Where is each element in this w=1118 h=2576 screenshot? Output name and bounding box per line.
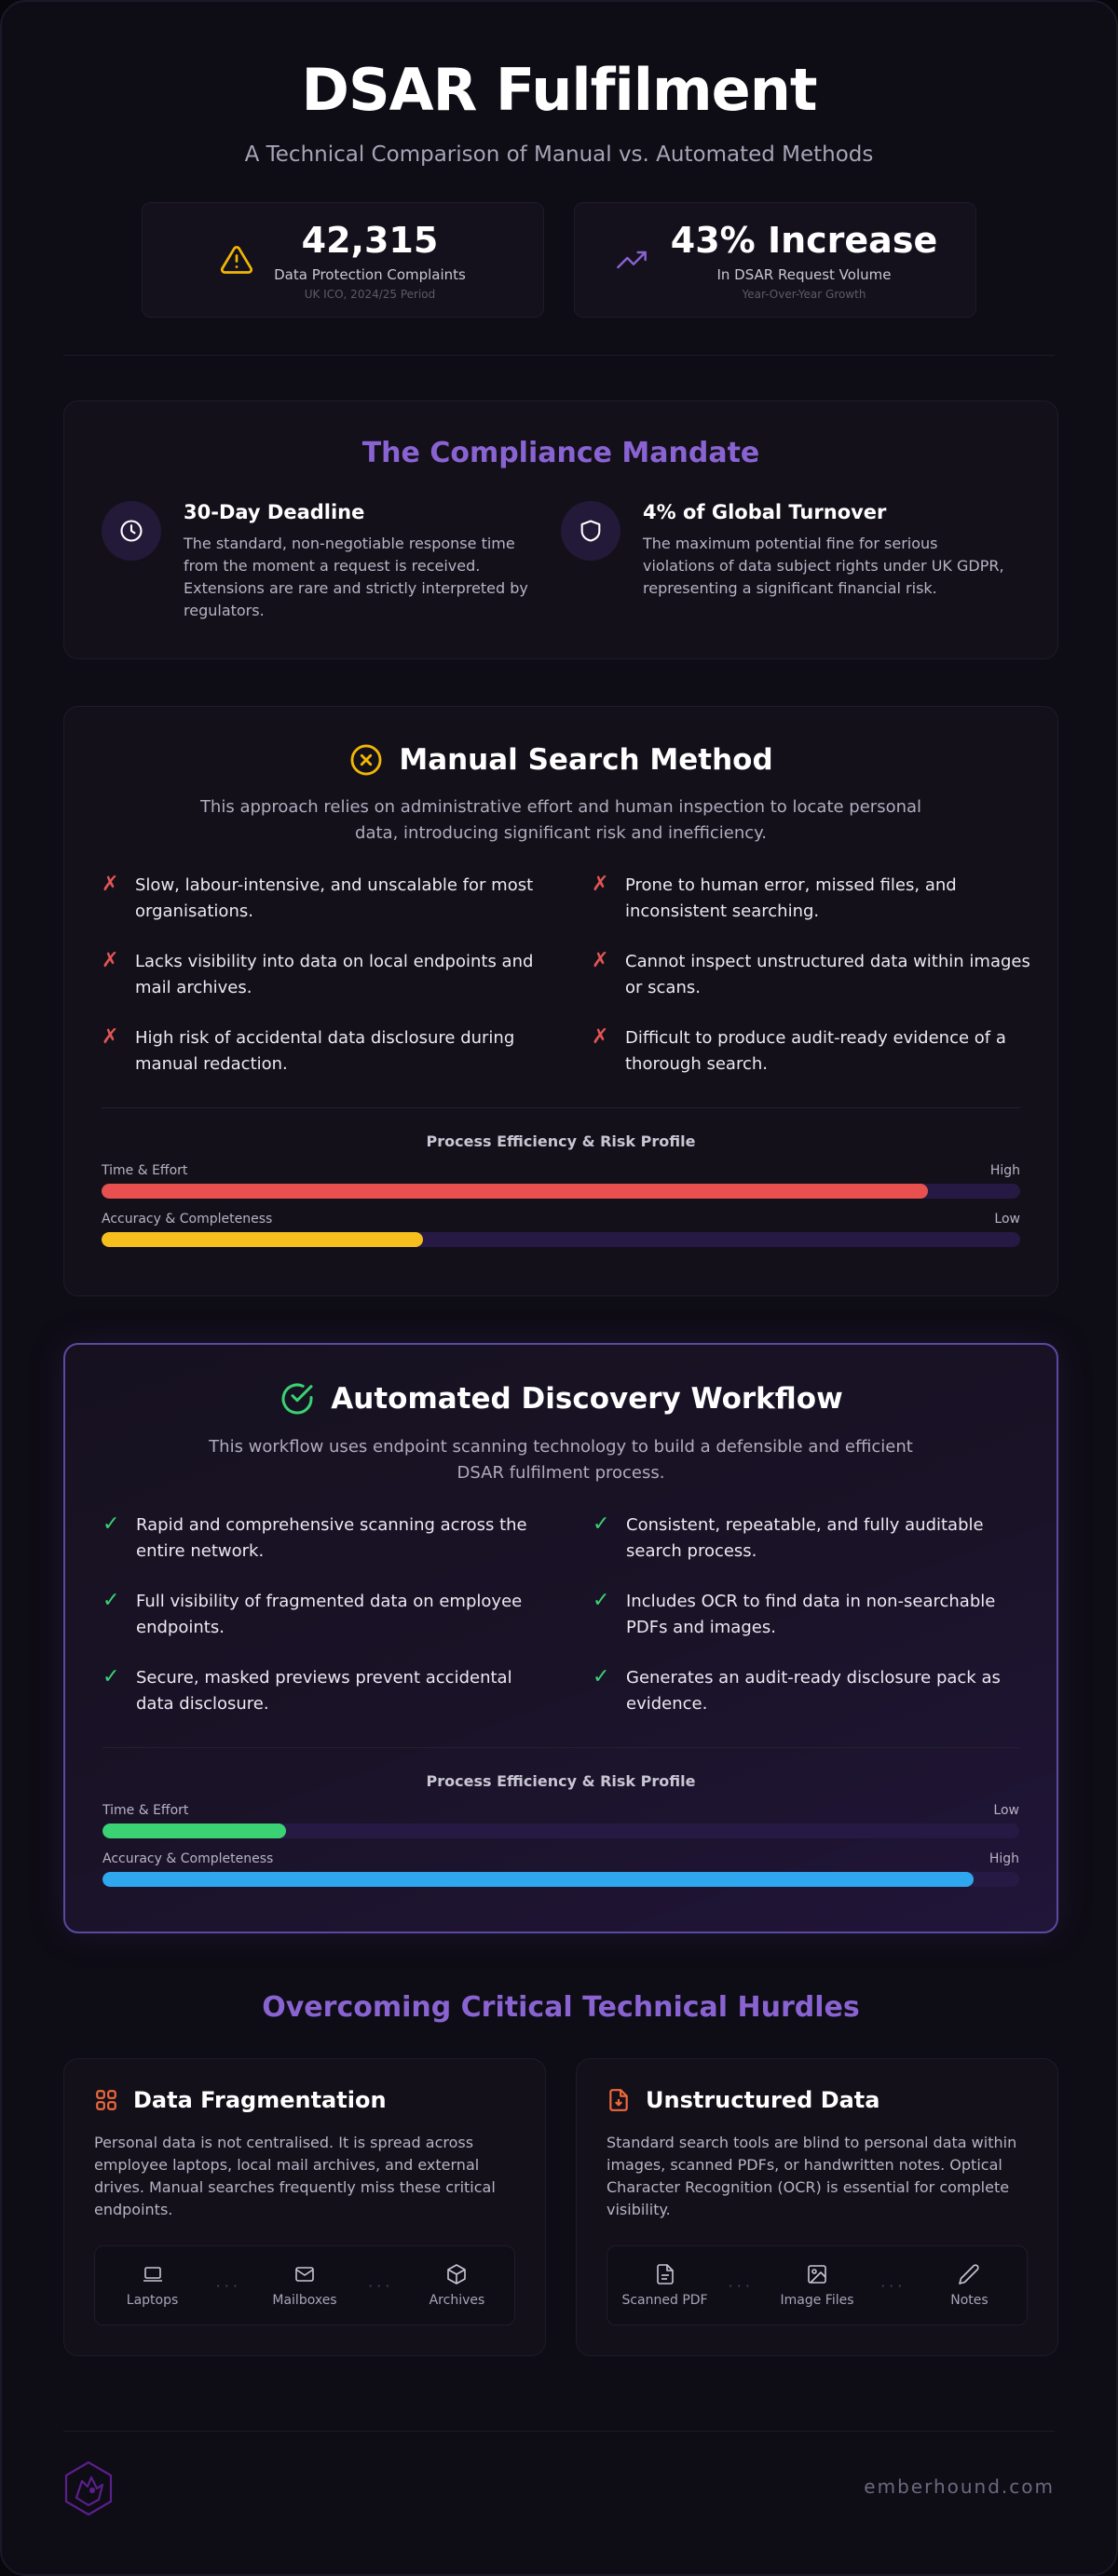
hurdle-card-fragmentation [63, 2058, 546, 2356]
bar-level: High [988, 1851, 1019, 1866]
source-label: Laptops [126, 2293, 179, 2308]
points-grid [64, 873, 1057, 1078]
footer-divider [63, 2431, 1055, 2432]
hurdle-card-unstructured [576, 2058, 1058, 2356]
cross-icon: ✗ [592, 1025, 609, 1049]
source-label: Notes [950, 2293, 988, 2308]
laptop-icon [102, 2263, 204, 2285]
check-icon: ✓ [102, 1589, 120, 1612]
list-item [593, 1665, 1036, 1717]
cross-icon: ✗ [102, 1025, 119, 1049]
cross-icon: ✗ [592, 873, 609, 896]
list-item [593, 1512, 1036, 1565]
profile-title: Process Efficiency & Risk Profile [426, 1132, 696, 1150]
bar-label: Accuracy & Completeness [102, 1212, 273, 1227]
stats-row [2, 202, 1116, 318]
connector-dots: ··· [215, 2276, 241, 2295]
method-header [65, 1380, 1057, 1417]
source-label: Mailboxes [272, 2293, 337, 2308]
page-title: DSAR Fulfilment [301, 56, 817, 124]
bar-track [102, 1824, 1019, 1838]
profile-bar-accuracy [64, 1212, 1057, 1247]
point-text: Consistent, repeatable, and fully auditable search process. [626, 1515, 984, 1561]
cross-icon: ✗ [592, 949, 609, 972]
file-scan-icon [607, 2088, 631, 2112]
source-notes [918, 2263, 1020, 2308]
check-icon: ✓ [102, 1665, 120, 1688]
profile-bar-time [64, 1163, 1057, 1199]
footer-website[interactable]: emberhound.com [864, 2475, 1055, 2498]
list-item [102, 1589, 546, 1641]
method-title: Automated Discovery Workflow [331, 1382, 843, 1416]
check-icon: ✓ [593, 1512, 610, 1536]
stat-source: UK ICO, 2024/25 Period [304, 287, 436, 301]
bar-level: Low [994, 1212, 1020, 1227]
method-title: Manual Search Method [399, 743, 773, 777]
mail-icon [253, 2263, 356, 2285]
section-title: Overcoming Critical Technical Hurdles [262, 1991, 860, 2024]
hurdle-title: Unstructured Data [646, 2087, 880, 2113]
bar-level: Low [993, 1803, 1019, 1818]
stat-source: Year-Over-Year Growth [742, 287, 866, 301]
source-label: Archives [429, 2293, 485, 2308]
shield-icon [561, 501, 620, 561]
hurdle-text: Standard search tools are blind to personal data within images, scanned PDFs, or handwritten notes. Optical Character Recognition (OCR) is essential for complete visibility. [607, 2134, 1017, 2218]
source-mailboxes [253, 2263, 356, 2308]
point-text: Cannot inspect unstructured data within images or scans. [625, 952, 1030, 997]
check-icon: ✓ [102, 1512, 120, 1536]
source-scanned-pdf [614, 2263, 716, 2308]
hurdle-title: Data Fragmentation [133, 2087, 387, 2113]
bar-level: High [989, 1163, 1020, 1178]
bar-fill [102, 1232, 423, 1247]
points-grid [65, 1512, 1057, 1717]
pen-icon [918, 2263, 1020, 2285]
method-description: This approach relies on administrative effort and human inspection to locate personal data, introducing significant risk and inefficiency. [199, 797, 922, 843]
stat-card-complaints [142, 202, 544, 318]
source-laptops [102, 2263, 204, 2308]
hurdle-text: Personal data is not centralised. It is spread across employee laptops, local mail archives, and external drives. Manual searches frequently miss these critical endpoints. [94, 2134, 496, 2218]
image-icon [766, 2263, 868, 2285]
mandate-heading: 30-Day Deadline [184, 501, 365, 523]
mandate-heading: 4% of Global Turnover [643, 501, 887, 523]
point-text: Prone to human error, missed files, and inconsistent searching. [625, 875, 957, 921]
bar-label: Time & Effort [102, 1163, 188, 1178]
list-item [102, 949, 545, 1001]
connector-dots: ··· [880, 2276, 907, 2295]
check-circle-icon [279, 1380, 316, 1417]
point-text: Secure, masked previews prevent accidental data disclosure. [136, 1668, 512, 1714]
list-item [102, 1512, 546, 1565]
mandate-item-fine [561, 501, 1020, 622]
mandate-item-deadline [102, 501, 561, 622]
header [2, 2, 1116, 318]
automated-workflow-card [63, 1343, 1058, 1933]
bar-fill [102, 1872, 974, 1887]
cross-icon: ✗ [102, 949, 119, 972]
method-description: This workflow uses endpoint scanning technology to build a defensible and efficient DSAR fulfilment process. [209, 1437, 913, 1483]
inner-divider [102, 1747, 1019, 1748]
bar-track [102, 1872, 1019, 1887]
point-text: Lacks visibility into data on local endpoints and mail archives. [135, 952, 534, 997]
section-title: The Compliance Mandate [361, 437, 760, 469]
trending-up-icon [613, 245, 650, 275]
bar-track [102, 1184, 1020, 1199]
profile-title: Process Efficiency & Risk Profile [426, 1772, 696, 1790]
warning-triangle-icon [220, 243, 253, 277]
mandate-text: The maximum potential fine for serious violations of data subject rights under UK GDPR, representing a significant financial risk. [643, 535, 1004, 597]
bar-fill [102, 1184, 928, 1199]
bar-track [102, 1232, 1020, 1247]
list-item [102, 873, 545, 925]
stat-label: Data Protection Complaints [274, 265, 466, 283]
source-box [607, 2245, 1028, 2325]
point-text: Slow, labour-intensive, and unscalable for most organisations. [135, 875, 534, 921]
point-text: Full visibility of fragmented data on employee endpoints. [136, 1592, 523, 1637]
manual-method-card [63, 706, 1058, 1296]
connector-dots: ··· [728, 2276, 754, 2295]
check-icon: ✓ [593, 1665, 610, 1688]
clock-icon [102, 501, 161, 561]
source-archives [405, 2263, 508, 2308]
point-text: High risk of accidental data disclosure during manual redaction. [135, 1028, 515, 1074]
bar-label: Time & Effort [102, 1803, 189, 1818]
bar-fill [102, 1824, 286, 1838]
point-text: Includes OCR to find data in non-searchable PDFs and images. [626, 1592, 996, 1637]
list-item [592, 1025, 1035, 1078]
list-item [102, 1025, 545, 1078]
stat-value: 43% Increase [670, 219, 938, 261]
mandate-grid [64, 501, 1057, 622]
inner-divider [102, 1107, 1020, 1108]
mandate-text: The standard, non-negotiable response time from the moment a request is received. Extensions are rare and strictly interpreted by regulators. [184, 535, 528, 619]
source-label: Scanned PDF [621, 2293, 708, 2308]
check-icon: ✓ [593, 1589, 610, 1612]
cross-icon: ✗ [102, 873, 119, 896]
list-item [593, 1589, 1036, 1641]
method-header [64, 742, 1057, 778]
point-text: Rapid and comprehensive scanning across the entire network. [136, 1515, 527, 1561]
point-text: Generates an audit-ready disclosure pack as evidence. [626, 1668, 1001, 1714]
compliance-mandate-card [63, 400, 1058, 659]
stat-card-volume [574, 202, 976, 318]
bar-label: Accuracy & Completeness [102, 1851, 274, 1866]
profile-bar-time [65, 1803, 1057, 1838]
point-text: Difficult to produce audit-ready evidence of a thorough search. [625, 1028, 1006, 1074]
section-divider [63, 355, 1055, 356]
stat-label: In DSAR Request Volume [716, 265, 892, 283]
pdf-file-icon [614, 2263, 716, 2285]
box-icon [405, 2263, 508, 2285]
page-subtitle: A Technical Comparison of Manual vs. Automated Methods [244, 142, 874, 167]
list-item [592, 873, 1035, 925]
stat-value: 42,315 [301, 219, 439, 261]
fragment-icon [94, 2088, 118, 2112]
source-box [94, 2245, 515, 2325]
source-image-files [766, 2263, 868, 2308]
list-item [592, 949, 1035, 1001]
x-circle-icon [348, 742, 384, 778]
source-label: Image Files [780, 2293, 854, 2308]
emberhound-logo [63, 2461, 114, 2516]
list-item [102, 1665, 546, 1717]
connector-dots: ··· [368, 2276, 394, 2295]
profile-bar-accuracy [65, 1851, 1057, 1887]
